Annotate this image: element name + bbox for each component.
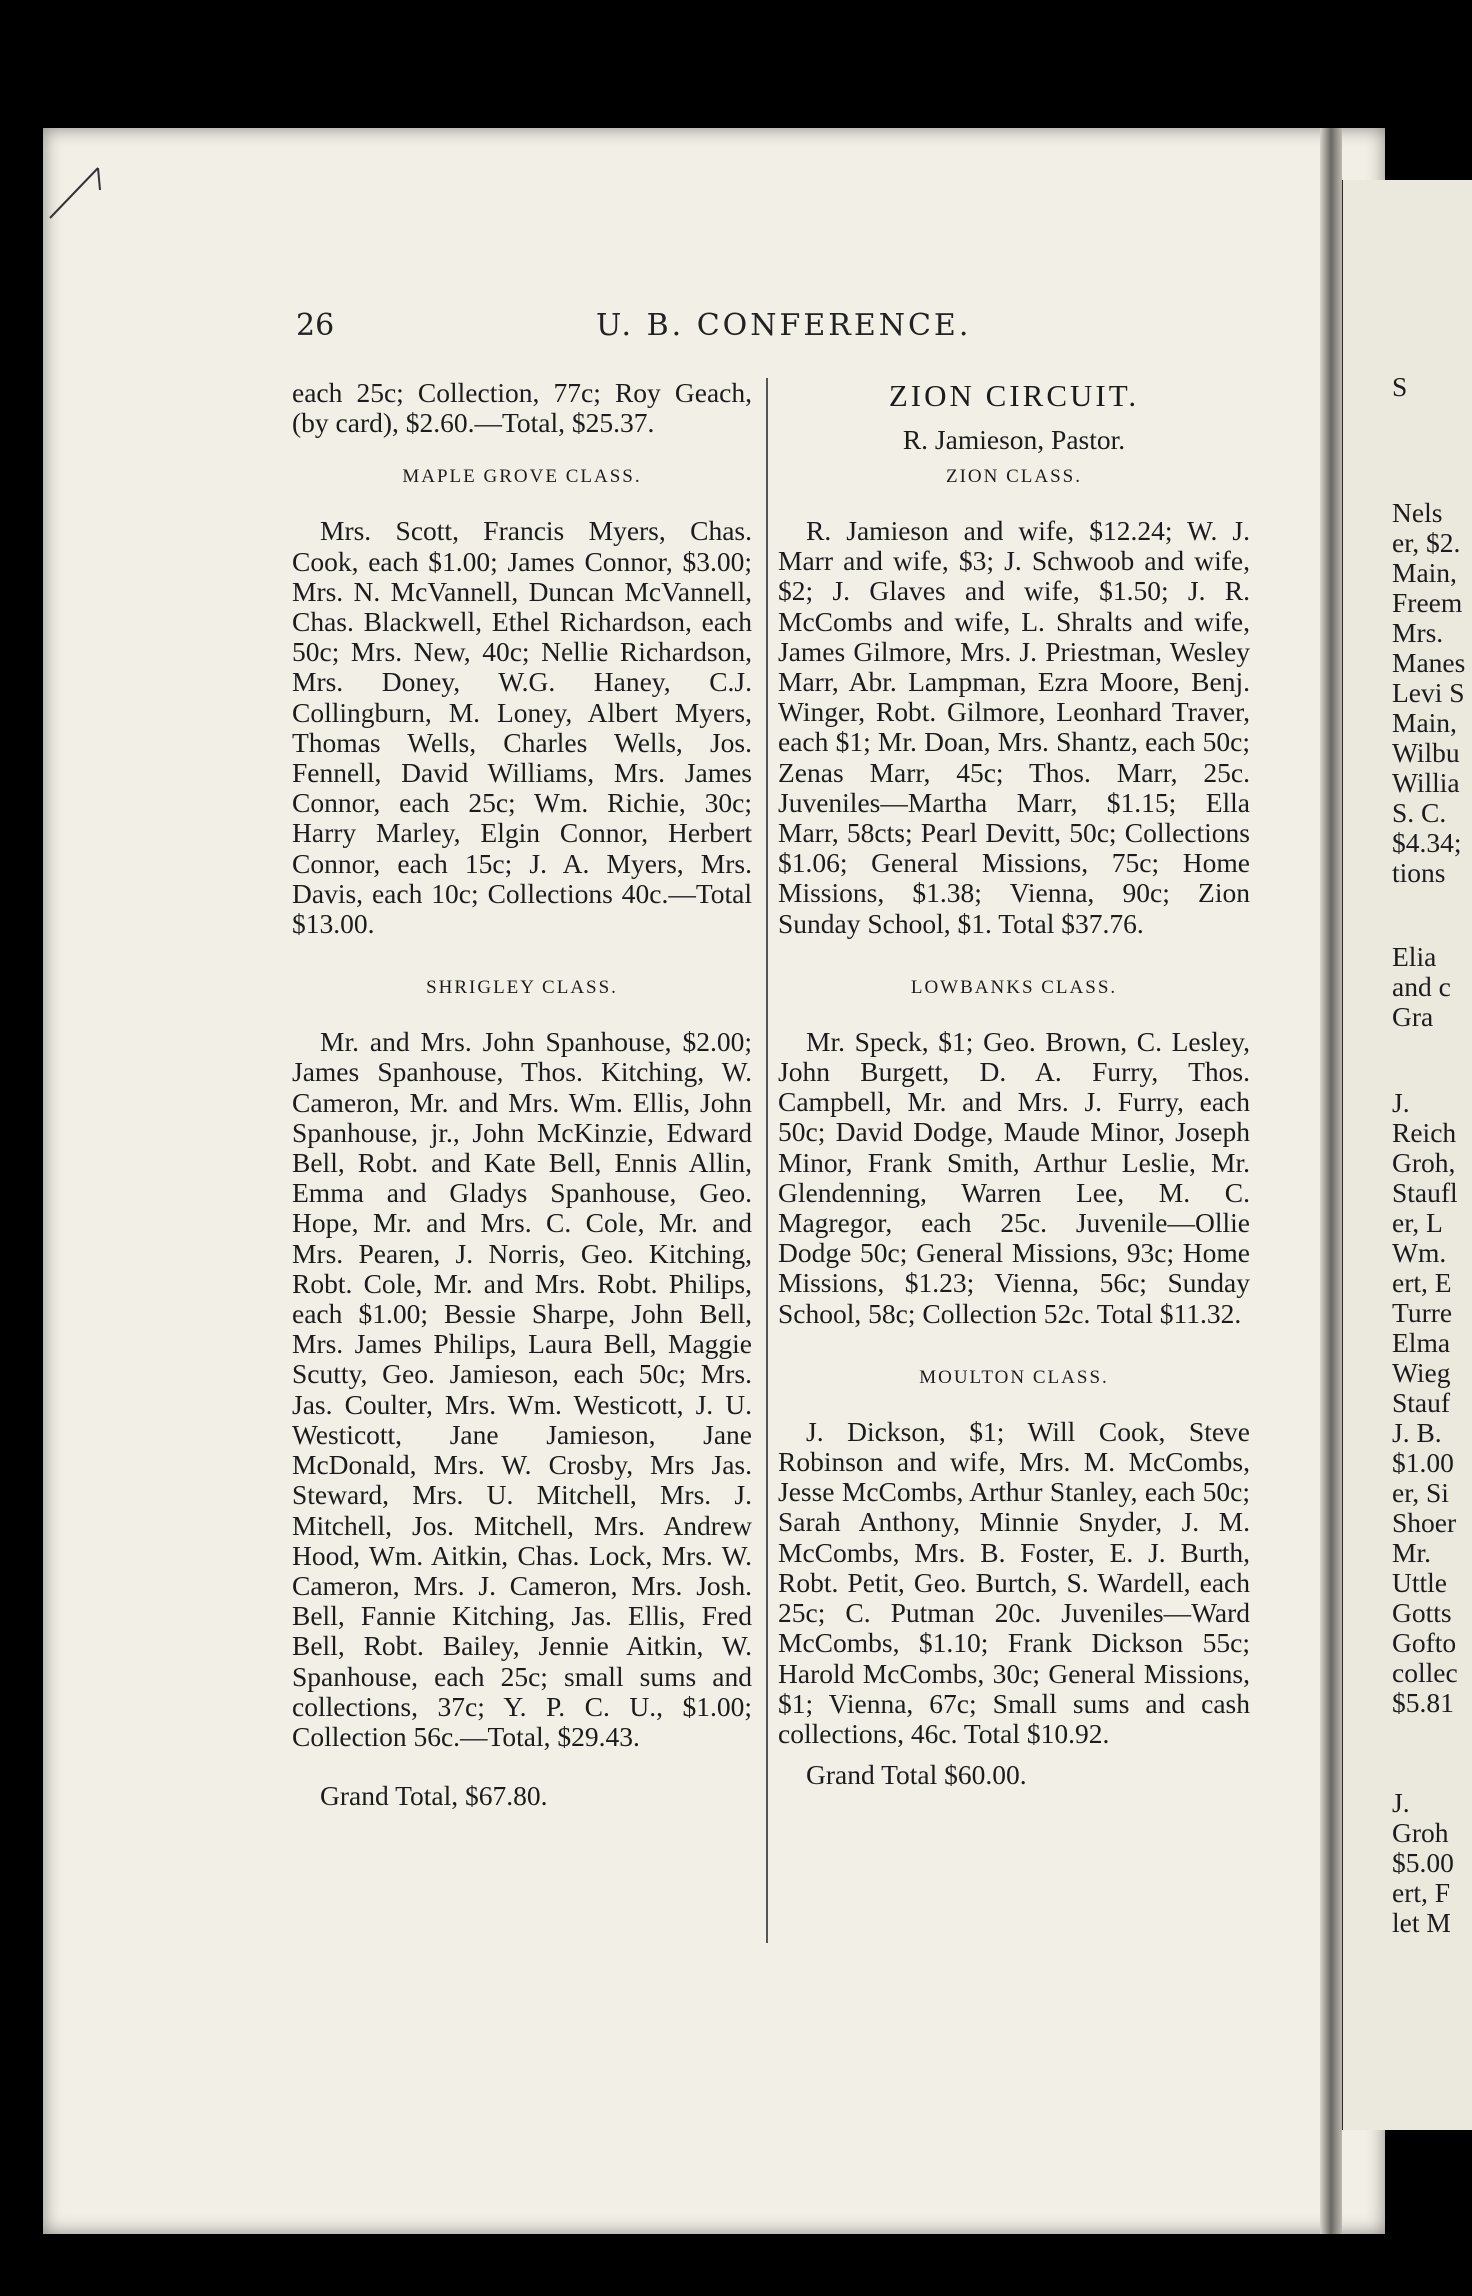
facing-page-line: and c xyxy=(1392,971,1451,1002)
pastor-line: R. Jamieson, Pastor. xyxy=(902,424,1126,455)
left-column xyxy=(292,378,752,1812)
facing-page-line: Wieg xyxy=(1392,1357,1451,1388)
facing-page-line: J. B. xyxy=(1392,1417,1442,1448)
continuation-paragraph: each 25c; Collection, 77c; Roy Geach, (by card), $2.60.—Total, $25.37. xyxy=(292,377,752,439)
facing-page-line: J. xyxy=(1392,1787,1410,1818)
facing-page-line: ert, F xyxy=(1392,1877,1451,1908)
facing-page-line: Manes xyxy=(1392,647,1466,678)
facing-page-line: Staufl xyxy=(1392,1177,1458,1208)
facing-page-line: Elma xyxy=(1392,1327,1451,1358)
facing-page-line: Wilbu xyxy=(1392,737,1460,768)
page-number: 26 xyxy=(296,308,335,343)
book-binding xyxy=(1320,128,1342,2234)
column-divider xyxy=(766,378,768,1943)
facing-page-line: Freem xyxy=(1392,587,1463,618)
facing-page-line: Shoer xyxy=(1392,1507,1457,1538)
right-column xyxy=(778,378,1250,1791)
facing-page-line: J. xyxy=(1392,1087,1410,1118)
facing-page-line: er, L xyxy=(1392,1207,1443,1238)
facing-page-line: Willia xyxy=(1392,767,1460,798)
zion-class-heading: ZION CLASS. xyxy=(945,466,1082,487)
moulton-paragraph: J. Dickson, $1; Will Cook, Steve Robinson and wife, Mrs. M. McCombs, Jesse McCombs, Arthur Stanley, each 50c; Sarah Anthony, Minnie Snyder, J. M. McCombs, Mrs. B. Foster, E. J. Burth, Robt. Petit, Geo. Burtch, S. Wardell, each 25c; C. Putman 20c. Juveniles—Ward McCombs, $1.10; Frank Dickson 55c; Harold McCombs, 30c; General Missions, $1; Vienna, 67c; Small sums and cash collections, 46c. Total $10.92. xyxy=(778,1415,1250,1749)
shrigley-heading: SHRIGLEY CLASS. xyxy=(426,977,618,999)
maple-grove-heading: MAPLE GROVE CLASS. xyxy=(402,466,642,488)
running-head xyxy=(296,308,1326,348)
facing-page-line: Reich xyxy=(1392,1117,1457,1148)
facing-page-line: Nels xyxy=(1392,497,1443,528)
facing-page-line: Mrs. xyxy=(1392,617,1444,648)
facing-page-line: collec xyxy=(1392,1657,1458,1688)
facing-page-line: Turre xyxy=(1392,1297,1453,1328)
facing-page-line: Elia xyxy=(1392,941,1437,972)
facing-page-line: Wm. xyxy=(1392,1237,1447,1268)
facing-page-line: $5.00 xyxy=(1392,1847,1454,1878)
facing-page-line: Gra xyxy=(1392,1001,1434,1032)
facing-page-line: let M xyxy=(1392,1907,1451,1938)
facing-page-line: $4.34; xyxy=(1392,827,1462,858)
facing-page-line: Gofto xyxy=(1392,1627,1457,1658)
zion-class-paragraph: R. Jamieson and wife, $12.24; W. J. Marr and wife, $3; J. Schwoob and wife, $2; J. Glaves and wife, $1.50; J. R. McCombs and wife, L. Shralts and wife, James Gilmore, Mrs. J. Priestman, Wesley Marr, Abr. Lampman, Ezra Moore, Benj. Winger, Robt. Gilmore, Leonhard Traver, each $1; Mr. Doan, Mrs. Shantz, each 50c; Zenas Marr, 45c; Thos. Marr, 25c. Juveniles—Martha Marr, $1.15; Ella Marr, 58cts; Pearl Devitt, 50c; Collections $1.06; General Missions, 75c; Home Missions, $1.38; Vienna, 90c; Zion Sunday School, $1. Total $37.76. xyxy=(778,515,1250,939)
facing-page-line: $5.81 xyxy=(1392,1687,1454,1718)
left-grand-total: Grand Total, $67.80. xyxy=(320,1780,548,1812)
lowbanks-heading: LOWBANKS CLASS. xyxy=(910,976,1118,998)
page-corner-mark xyxy=(40,160,120,220)
facing-page-line: Main, xyxy=(1392,557,1457,588)
facing-page-line: Main, xyxy=(1392,707,1457,738)
facing-page-line: $1.00 xyxy=(1392,1447,1454,1478)
facing-page-line: S. C. xyxy=(1392,797,1447,828)
maple-grove-paragraph: Mrs. Scott, Francis Myers, Chas. Cook, each $1.00; James Connor, $3.00; Mrs. N. McVannell, Duncan McVannell, Chas. Blackwell, Ethel Richardson, each 50c; Mrs. New, 40c; Nellie Richardson, Mrs. Doney, W.G. Haney, C.J. Collingburn, M. Loney, Albert Myers, Thomas Wells, Charles Wells, Jos. Fennell, David Williams, Mrs. James Connor, each 25c; Wm. Richie, 30c; Harry Marley, Elgin Connor, Herbert Connor, each 15c; J. A. Myers, Mrs. Davis, each 10c; Collections 40c.—Total $13.00. xyxy=(292,515,752,940)
facing-page-line: Groh xyxy=(1392,1817,1449,1848)
facing-page-line: ert, E xyxy=(1392,1267,1452,1298)
zion-circuit-title: ZION CIRCUIT. xyxy=(888,378,1140,413)
facing-page-line: tions xyxy=(1392,857,1446,888)
right-grand-total: Grand Total $60.00. xyxy=(806,1759,1027,1791)
facing-page-line: Uttle xyxy=(1392,1567,1447,1598)
facing-page-line: Groh, xyxy=(1392,1147,1456,1178)
facing-page-line: Levi S xyxy=(1392,677,1465,708)
lowbanks-paragraph: Mr. Speck, $1; Geo. Brown, C. Lesley, John Burgett, D. A. Furry, Thos. Campbell, Mr. and Mrs. J. Furry, each 50c; David Dodge, Maude Minor, Joseph Minor, Frank Smith, Arthur Leslie, Mr. Glendenning, Warren Lee, M. C. Magregor, each 25c. Juvenile—Ollie Dodge 50c; General Missions, 93c; Home Missions, $1.23; Vienna, 56c; Sunday School, 58c; Collection 52c. Total $11.32. xyxy=(778,1025,1250,1329)
facing-page-line: Gotts xyxy=(1392,1597,1452,1628)
facing-page-line: er, $2. xyxy=(1392,527,1461,558)
moulton-heading: MOULTON CLASS. xyxy=(919,1366,1109,1388)
shrigley-paragraph: Mr. and Mrs. John Spanhouse, $2.00; James Spanhouse, Thos. Kitching, W. Cameron, Mr. and Mrs. Wm. Ellis, John Spanhouse, jr., John McKinzie, Edward Bell, Robt. and Kate Bell, Ennis Allin, Emma and Gladys Spanhouse, Geo. Hope, Mr. and Mrs. C. Cole, Mr. and Mrs. Pearen, J. Norris, Geo. Kitching, Robt. Cole, Mr. and Mrs. Robt. Philips, each $1.00; Bessie Sharpe, John Bell, Mrs. James Philips, Laura Bell, Maggie Scutty, Geo. Jamieson, each 50c; Mrs. Jas. Coulter, Mrs. Wm. Westicott, J. U. Westicott, Jane Jamieson, Jane McDonald, Mrs. W. Crosby, Mrs Jas. Steward, Mrs. U. Mitchell, Mrs. J. Mitchell, Jos. Mitchell, Mrs. Andrew Hood, Wm. Aitkin, Chas. Lock, Mrs. W. Cameron, Mrs. J. Cameron, Mrs. Josh. Bell, Fannie Kitching, Jas. Ellis, Fred Bell, Robt. Bailey, Jennie Aitkin, W. Spanhouse, each 25c; small sums and collections, 37c; Y. P. C. U., $1.00; Collection 56c.—Total, $29.43. xyxy=(292,1026,752,1752)
facing-page-line: S xyxy=(1392,371,1408,402)
page-header-title: U. B. CONFERENCE. xyxy=(596,308,972,343)
facing-page-line: er, Si xyxy=(1392,1477,1449,1508)
facing-page-line: Mr. xyxy=(1392,1537,1431,1568)
facing-page-line: Stauf xyxy=(1392,1387,1451,1418)
